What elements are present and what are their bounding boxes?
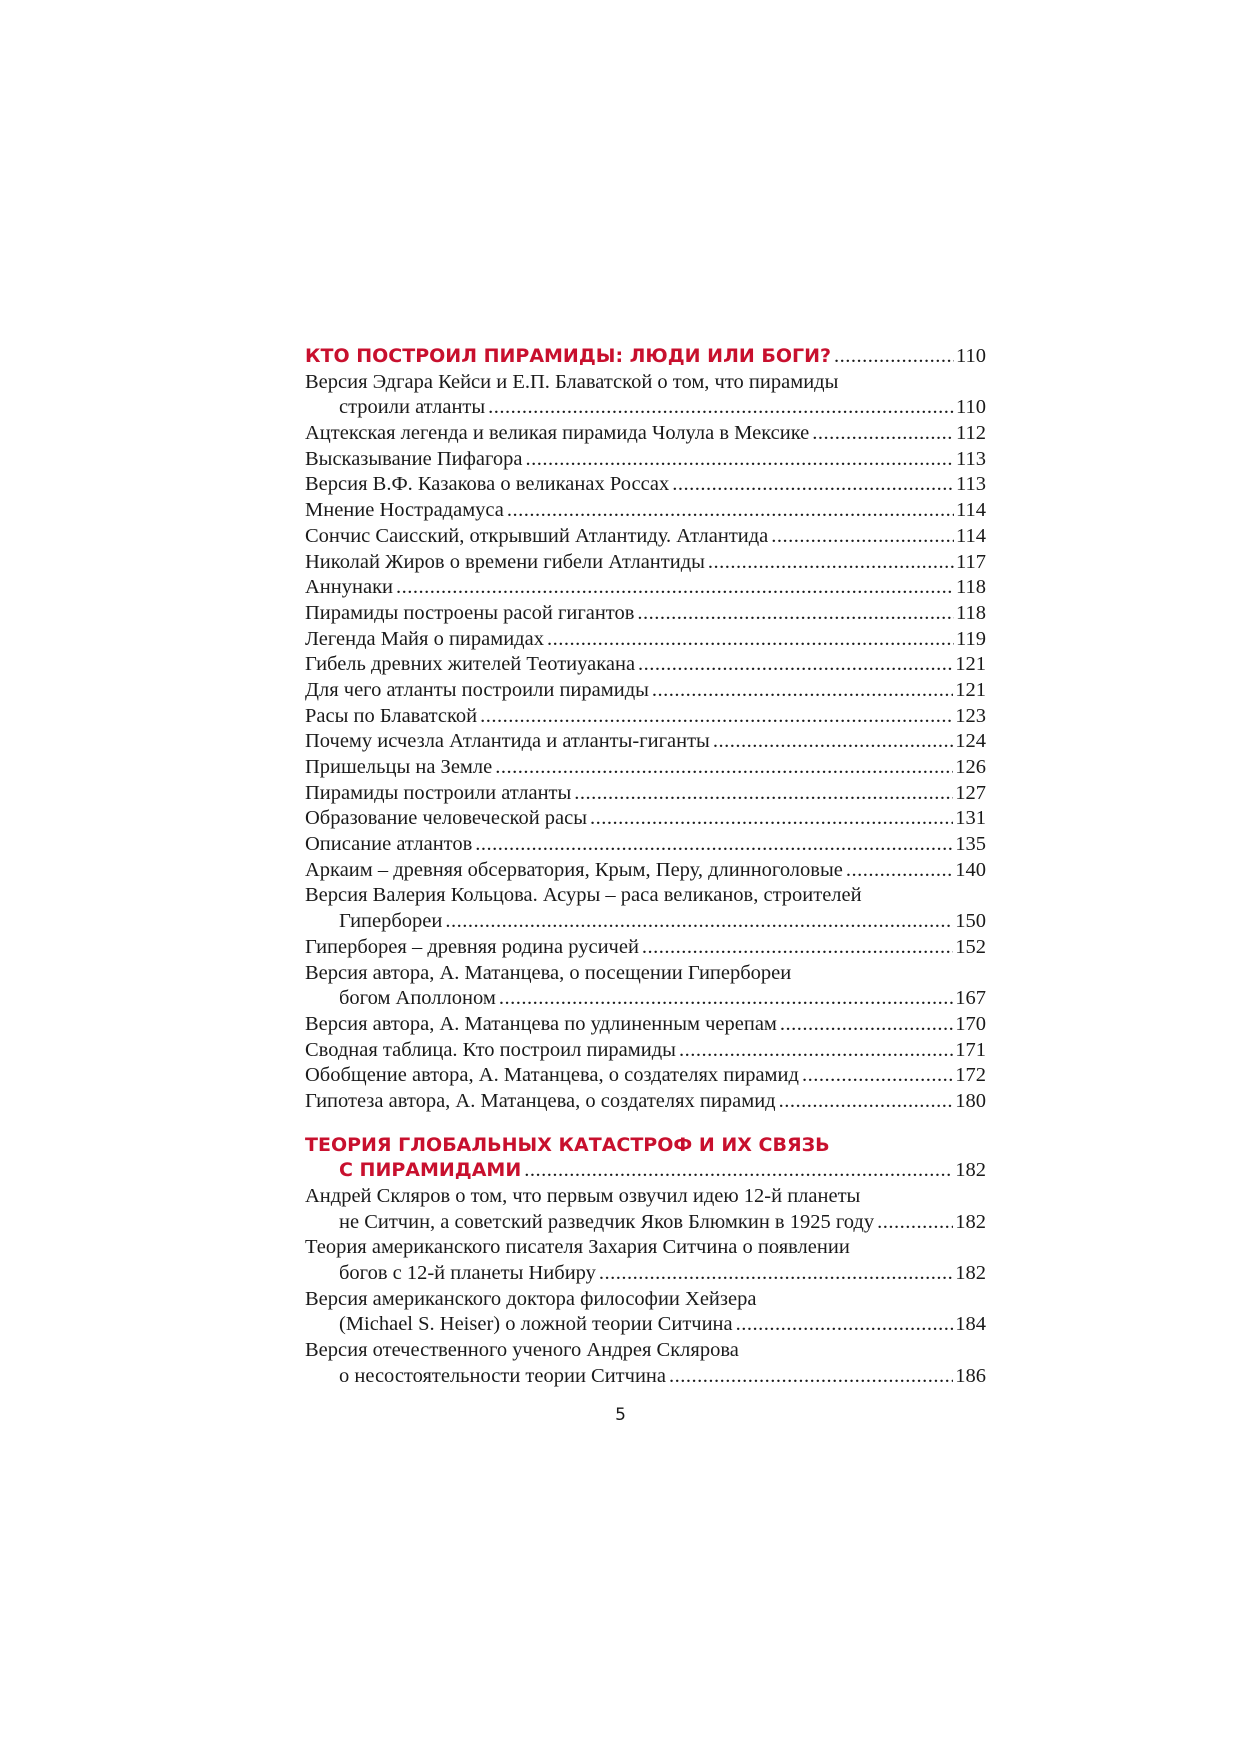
entry-title: богов с 12-й планеты Нибиру bbox=[339, 1262, 596, 1285]
page-ref: 121 bbox=[955, 678, 986, 701]
toc-entry-line[interactable]: Версия Валерия Кольцова. Асуры – раса великанов, строителей bbox=[305, 884, 862, 907]
toc-entry[interactable] bbox=[305, 858, 986, 884]
toc-entry-line[interactable]: Версия Эдгара Кейси и Е.П. Блаватской о том, что пирамиды bbox=[305, 370, 839, 393]
dot-leader bbox=[396, 575, 954, 601]
page-ref: 119 bbox=[956, 627, 986, 650]
dot-leader bbox=[574, 781, 953, 807]
toc-entry[interactable] bbox=[305, 524, 986, 550]
toc-entry[interactable] bbox=[305, 755, 986, 781]
entry-title: Расы по Блаватской bbox=[305, 704, 478, 727]
page-ref: 112 bbox=[956, 422, 986, 445]
dot-leader bbox=[475, 832, 953, 858]
page-ref: 152 bbox=[955, 935, 986, 958]
dot-leader bbox=[713, 729, 953, 755]
toc-entry[interactable] bbox=[305, 1210, 986, 1236]
entry-title: Сончис Саисский, открывший Атлантиду. Атлантида bbox=[305, 524, 769, 547]
page-ref: 110 bbox=[956, 396, 986, 419]
dot-leader bbox=[638, 652, 953, 678]
toc-entry[interactable] bbox=[305, 678, 986, 704]
page-ref: 140 bbox=[955, 858, 986, 881]
toc-entry-line[interactable]: Теория американского писателя Захария Ситчина о появлении bbox=[305, 1236, 850, 1259]
toc-entry-line[interactable]: Андрей Скляров о том, что первым озвучил идею 12-й планеты bbox=[305, 1185, 861, 1207]
page-ref: 114 bbox=[956, 524, 986, 547]
entry-title: (Michael S. Heiser) о ложной теории Ситчина bbox=[339, 1313, 733, 1336]
dot-leader bbox=[779, 1089, 954, 1115]
page-ref: 170 bbox=[955, 1012, 986, 1035]
toc-entry[interactable] bbox=[305, 1063, 986, 1089]
page-ref: 150 bbox=[955, 910, 986, 933]
entry-title: Гиперборея – древняя родина русичей bbox=[305, 935, 639, 958]
toc-entry[interactable] bbox=[305, 395, 986, 421]
entry-title: Обобщение автора, А. Матанцева, о создателях пирамид bbox=[305, 1064, 799, 1087]
entry-title: Высказывание Пифагора bbox=[305, 447, 523, 470]
toc-chapter-2-heading[interactable]: ТЕОРИЯ ГЛОБАЛЬНЫХ КАТАСТРОФ И ИХ СВЯЗЬ bbox=[305, 1133, 830, 1156]
page-ref: 113 bbox=[956, 473, 986, 496]
page-ref: 127 bbox=[955, 781, 986, 804]
dot-leader bbox=[834, 344, 954, 370]
toc-entry[interactable] bbox=[305, 652, 986, 678]
entry-title: Аркаим – древняя обсерватория, Крым, Перу, длинноголовые bbox=[305, 858, 843, 881]
entry-title: Ацтекская легенда и великая пирамида Чолула в Мексике bbox=[305, 422, 810, 445]
dot-leader bbox=[445, 909, 953, 935]
toc-entry[interactable] bbox=[305, 421, 986, 447]
page-ref: 180 bbox=[955, 1089, 986, 1112]
entry-title: Версия В.Ф. Казакова о великанах Россах bbox=[305, 473, 670, 496]
dot-leader bbox=[507, 498, 954, 524]
dot-leader bbox=[736, 1312, 954, 1338]
dot-leader bbox=[599, 1261, 953, 1287]
entry-title: Легенда Майя о пирамидах bbox=[305, 627, 544, 650]
page-ref: 110 bbox=[956, 345, 986, 367]
entry-title: Николай Жиров о времени гибели Атлантиды bbox=[305, 550, 705, 573]
page-ref: 123 bbox=[955, 704, 986, 727]
toc-entry[interactable] bbox=[305, 550, 986, 576]
dot-leader bbox=[642, 935, 953, 961]
toc-entry[interactable] bbox=[305, 575, 986, 601]
entry-title: Аннунаки bbox=[305, 576, 393, 599]
entry-title: Гипотеза автора, А. Матанцева, о создателях пирамид bbox=[305, 1089, 776, 1112]
toc-entry[interactable] bbox=[305, 909, 986, 935]
page-ref: 135 bbox=[955, 833, 986, 856]
toc-entry[interactable] bbox=[305, 472, 986, 498]
dot-leader bbox=[526, 447, 955, 473]
dot-leader bbox=[669, 1364, 953, 1390]
toc-entry[interactable] bbox=[305, 447, 986, 473]
page-ref: 167 bbox=[955, 987, 986, 1010]
dot-leader bbox=[499, 986, 953, 1012]
page-ref: 124 bbox=[955, 730, 986, 753]
dot-leader bbox=[679, 1038, 953, 1064]
toc-entry[interactable] bbox=[305, 601, 986, 627]
dot-leader bbox=[488, 395, 954, 421]
toc-chapter-1[interactable] bbox=[305, 344, 986, 370]
toc-chapter-2[interactable] bbox=[305, 1158, 986, 1184]
entry-title: Мнение Нострадамуса bbox=[305, 499, 504, 522]
dot-leader bbox=[780, 1012, 953, 1038]
entry-title: Пирамиды построили атланты bbox=[305, 781, 572, 804]
page-ref: 182 bbox=[955, 1159, 986, 1182]
page-ref: 126 bbox=[955, 756, 986, 778]
section-gap bbox=[305, 1115, 986, 1133]
toc-entry[interactable] bbox=[305, 1261, 986, 1287]
dot-leader bbox=[637, 601, 954, 627]
entry-title: Пришельцы на Земле bbox=[305, 756, 493, 778]
entry-title: Версия автора, А. Матанцева по удлиненным черепам bbox=[305, 1012, 777, 1035]
toc-entry[interactable] bbox=[305, 1038, 986, 1064]
page-ref: 118 bbox=[956, 601, 986, 624]
chapter-title: С ПИРАМИДАМИ bbox=[339, 1159, 522, 1182]
dot-leader bbox=[802, 1063, 953, 1089]
entry-title: не Ситчин, а советский разведчик Яков Блюмкин в 1925 году bbox=[339, 1210, 875, 1233]
dot-leader bbox=[812, 421, 954, 447]
toc-entry[interactable] bbox=[305, 806, 986, 832]
table-of-contents bbox=[305, 344, 986, 1390]
toc-entry-line[interactable]: Версия американского доктора философии Хейзера bbox=[305, 1287, 757, 1310]
dot-leader bbox=[547, 627, 954, 653]
entry-title: Почему исчезла Атлантида и атланты-гиганты bbox=[305, 730, 710, 753]
toc-entry[interactable] bbox=[305, 729, 986, 755]
dot-leader bbox=[672, 472, 954, 498]
entry-title: Гибель древних жителей Теотиуакана bbox=[305, 653, 636, 676]
toc-entry[interactable] bbox=[305, 1012, 986, 1038]
page-ref: 186 bbox=[955, 1364, 986, 1387]
page-ref: 182 bbox=[955, 1262, 986, 1285]
dot-leader bbox=[708, 550, 954, 576]
entry-title: Описание атлантов bbox=[305, 833, 473, 856]
dot-leader bbox=[524, 1158, 953, 1184]
toc-entry[interactable] bbox=[305, 627, 986, 653]
entry-title: Для чего атланты построили пирамиды bbox=[305, 678, 649, 701]
toc-entry[interactable] bbox=[305, 704, 986, 730]
dot-leader bbox=[771, 524, 954, 550]
dot-leader bbox=[846, 858, 953, 884]
dot-leader bbox=[495, 755, 953, 781]
page-ref: 131 bbox=[955, 807, 986, 830]
entry-title: строили атланты bbox=[339, 396, 486, 419]
toc-entry[interactable] bbox=[305, 832, 986, 858]
entry-title: Образование человеческой расы bbox=[305, 807, 588, 830]
entry-title: Пирамиды построены расой гигантов bbox=[305, 601, 635, 624]
toc-entry[interactable] bbox=[305, 986, 986, 1012]
page-ref: 172 bbox=[955, 1064, 986, 1087]
page-ref: 182 bbox=[955, 1210, 986, 1233]
toc-entry[interactable] bbox=[305, 1312, 986, 1338]
chapter-title: КТО ПОСТРОИЛ ПИРАМИДЫ: ЛЮДИ ИЛИ БОГИ? bbox=[305, 345, 832, 367]
toc-entry[interactable] bbox=[305, 1364, 986, 1390]
page-ref: 121 bbox=[955, 653, 986, 676]
entry-title: Гипербореи bbox=[339, 910, 443, 933]
page-ref: 114 bbox=[956, 499, 986, 522]
toc-entry[interactable] bbox=[305, 781, 986, 807]
entry-title: Сводная таблица. Кто построил пирамиды bbox=[305, 1038, 676, 1061]
toc-entry[interactable] bbox=[305, 1089, 986, 1115]
dot-leader bbox=[590, 806, 953, 832]
page-ref: 117 bbox=[956, 550, 986, 573]
toc-entry-line[interactable]: Версия автора, А. Матанцева, о посещении Гипербореи bbox=[305, 961, 792, 984]
page-ref: 118 bbox=[956, 576, 986, 599]
page-ref: 171 bbox=[955, 1038, 986, 1061]
dot-leader bbox=[652, 678, 953, 704]
toc-entry[interactable] bbox=[305, 498, 986, 524]
entry-title: богом Аполлоном bbox=[339, 987, 496, 1010]
entry-title: о несостоятельности теории Ситчина bbox=[339, 1364, 666, 1387]
toc-entry[interactable] bbox=[305, 935, 986, 961]
toc-entry-line[interactable]: Версия отечественного ученого Андрея Склярова bbox=[305, 1339, 739, 1362]
page-number: 5 bbox=[615, 1405, 626, 1425]
dot-leader bbox=[480, 704, 953, 730]
dot-leader bbox=[877, 1210, 953, 1236]
page-ref: 113 bbox=[956, 447, 986, 470]
page-ref: 184 bbox=[955, 1313, 986, 1336]
